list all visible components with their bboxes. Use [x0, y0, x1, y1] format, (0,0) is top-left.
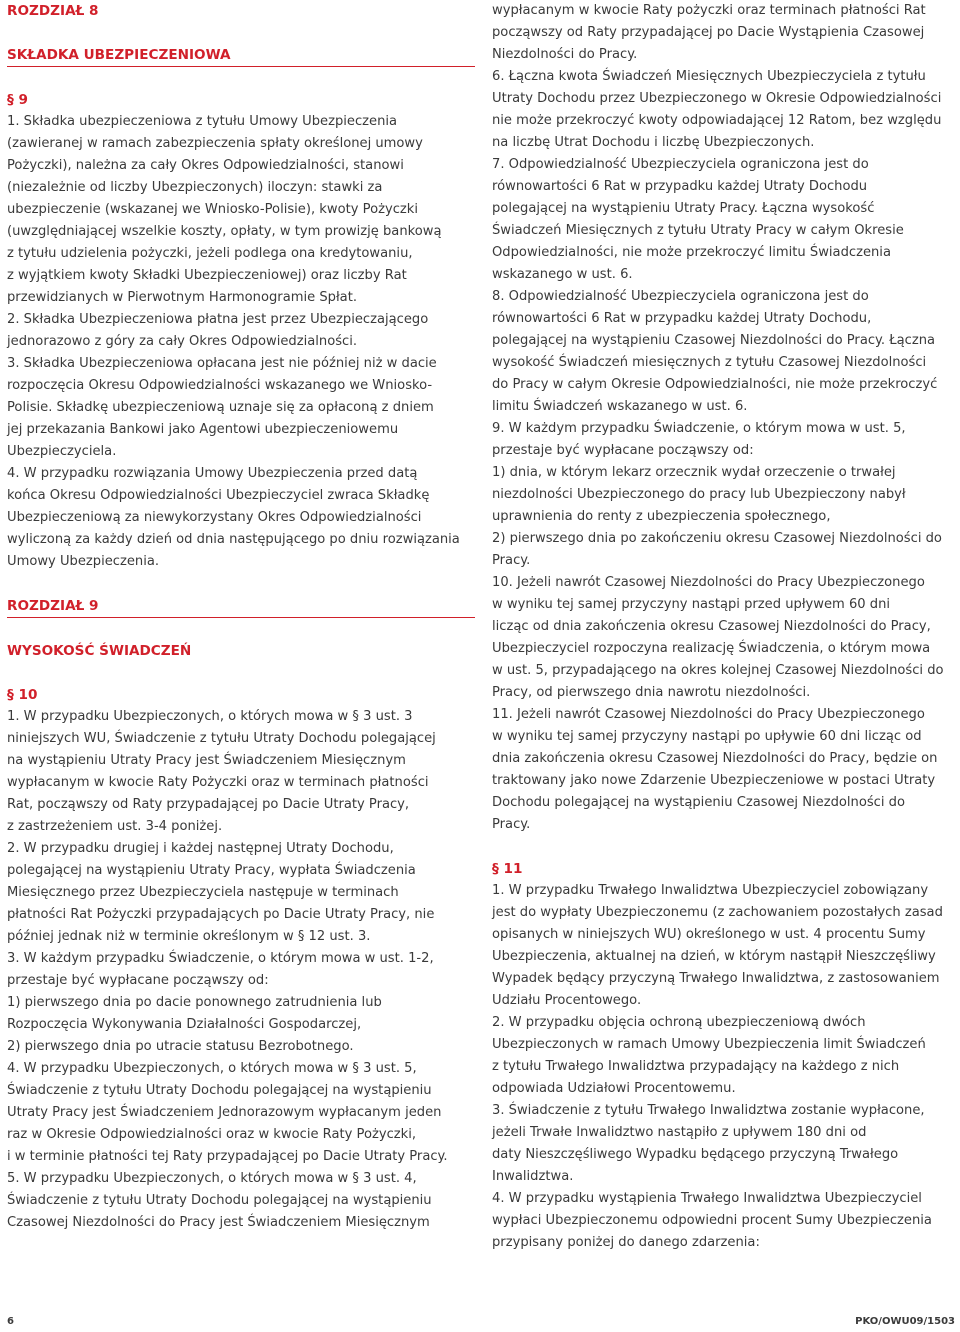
section-11-text: 1. W przypadku Trwałego Inwalidztwa Ubezpieczyciel zobowiązany jest do wypłaty Ubezpieczonemu (z zachowaniem pozostałych zasad opisanych w niniejszych WU) określonego w ust. 4 procentu Sumy Ubezpieczenia, aktualnej na dzień, w którym nastąpił Nieszczęśliwy Wypadek będący przyczyną Trwałego Inwalidztwa, z zastosowaniem Udziału Procentowego. 2. W przypadku objęcia ochroną ubezpieczeniową dwóch Ubezpieczonych w ramach Umowy Ubezpieczenia limit Świadczeń z tytułu Trwałego Inwalidztwa przypadający na każdego z nich odpowiada Udziałowi Procentowemu. 3. Świadczenie z tytułu Trwałego Inwalidztwa zostanie wypłacone, jeżeli Trwałe Inwalidztwo nastąpiło z upływem 180 dni od daty Nieszczęśliwego Wypadku będącego przyczyną Trwałego Inwalidztwa. 4. W przypadku wystąpienia Trwałego Inwalidztwa Ubezpieczyciel wypłaci Ubezpieczonemu odpowiedni procent Sumy Ubezpieczenia przypisany poniżej do danego zdarzenia:: [492, 883, 943, 1250]
chapter-9-title-block: [7, 640, 475, 662]
chapter-8-heading: [7, 0, 475, 67]
section-11-label: § 11: [492, 861, 523, 877]
section-9-text: 1. Składka ubezpieczeniowa z tytułu Umowy Ubezpieczenia (zawieranej w ramach zabezpieczenia spłaty określonej umowy Pożyczki), należna za cały Okres Odpowiedzialności, stanowi (niezależnie od liczby Ubezpieczonych) iloczyn: stawki za ubezpieczenie (wskazanej we Wniosko-Polisie), kwoty Pożyczki (uwzględniającej wszelkie koszty, opłaty, w tym prowizję bankową z tytułu udzielenia pożyczki, jeżeli podlega ona kredytowaniu, z wyjątkiem kwoty Składki Ubezpieczeniowej) oraz liczby Rat przewidzianych w Pierwotnym Harmonogramie Spłat. 2. Składka Ubezpieczeniowa płatna jest przez Ubezpieczającego jednorazowo z góry za cały Okres Odpowiedzialności. 3. Składka Ubezpieczeniowa opłacana jest nie później niż w dacie rozpoczęcia Okresu Odpowiedzialności wskazanego we Wniosko- Polisie. Składkę ubezpieczeniową uznaje się za opłaconą z dniem jej przekazania Bankowi jako Agentowi ubezpieczeniowemu Ubezpieczyciela. 4. W przypadku rozwiązania Umowy Ubezpieczenia przed datą końca Okresu Odpowiedzialności Ubezpieczyciel zwraca Składkę Ubezpieczeniową za niewykorzystany Okres Odpowiedzialności wyliczoną za każdy dzień od dnia następującego po dniu rozwiązania Umowy Ubezpieczenia.: [7, 114, 460, 569]
chapter-9-heading: [7, 595, 475, 618]
section-10-continued-text: wypłacanym w kwocie Raty pożyczki oraz terminach płatności Rat począwszy od Raty przypadającej po Dacie Wystąpienia Czasowej Niezdolności do Pracy. 6. Łączna kwota Świadczeń Miesięcznych Ubezpieczyciela z tytułu Utraty Dochodu przez Ubezpieczonego w Okresie Odpowiedzialności nie może przekroczyć kwoty odpowiadającej 12 Ratom, bez względu na liczbę Utrat Dochodu i liczbę Ubezpieczonych. 7. Odpowiedzialność Ubezpieczyciela ograniczona jest do równowartości 6 Rat w przypadku każdej Utraty Dochodu polegającej na wystąpieniu Utraty Pracy. Łączna wysokość Świadczeń Miesięcznych z tytułu Utraty Pracy w całym Okresie Odpowiedzialności, nie może przekroczyć limitu Świadczenia wskazanego w ust. 6. 8. Odpowiedzialność Ubezpieczyciela ograniczona jest do równowartości 6 Rat w przypadku każdej Utraty Dochodu, polegającej na wystąpieniu Czasowej Niezdolności do Pracy. Łączna wysokość Świadczeń miesięcznych z tytułu Czasowej Niezdolności do Pracy w całym Okresie Odpowiedzialności, nie może przekroczyć limitu Świadczeń wskazanego w ust. 6. 9. W każdym przypadku Świadczenie, o którym mowa w ust. 5, przestaje być wypłacane począwszy od: 1) dnia, w którym lekarz orzecznik wydał orzeczenie o trwałej niezdolności Ubezpieczonego do pracy lub Ubezpieczony nabył uprawnienia do renty z ubezpieczenia społecznego, 2) pierwszego dnia po zakończeniu okresu Czasowej Niezdolności do Pracy. 10. Jeżeli nawrót Czasowej Niezdolności do Pracy Ubezpieczonego w wyniku tej samej przyczyny nastąpi przed upływem 60 dni licząc od dnia zakończenia okresu Czasowej Niezdolności do Pracy, Ubezpieczyciel rozpoczyna realizację Świadczenia, o którym mowa w ust. 5, przypadającego na okres kolejnej Czasowej Niezdolności do Pracy, od pierwszego dnia nawrotu niezdolności. 11. Jeżeli nawrót Czasowej Niezdolności do Pracy Ubezpieczonego w wyniku tej samej przyczyny nastąpi po upływie 60 dni licząc od dnia zakończenia okresu Czasowej Niezdolności do Pracy, będzie on traktowany jako nowe Zdarzenie Ubezpieczeniowe w postaci Utraty Dochodu polegającej na wystąpieniu Czasowej Niezdolności do Pracy.: [492, 3, 944, 832]
chapter-8-title: SKŁADKA UBEZPIECZENIOWA: [7, 47, 231, 63]
right-column: [492, 0, 954, 1254]
section-9-label: § 9: [7, 92, 28, 108]
document-code: PKO/OWU09/1503: [855, 1316, 955, 1327]
left-column: [7, 0, 475, 1234]
chapter-8-label: ROZDZIAŁ 8: [7, 3, 99, 19]
section-10-text: 1. W przypadku Ubezpieczonych, o których mowa w § 3 ust. 3 niniejszych WU, Świadczenie z tytułu Utraty Dochodu polegającej na wystąpieniu Utraty Pracy jest Świadczeniem Miesięcznym wypłacanym w kwocie Raty Pożyczki oraz w terminach płatności Rat, począwszy od Raty przypadającej po Dacie Utraty Pracy, z zastrzeżeniem ust. 3-4 poniżej. 2. W przypadku drugiej i każdej następnej Utraty Dochodu, polegającej na wystąpieniu Utraty Pracy, wypłata Świadczenia Miesięcznego przez Ubezpieczyciela następuje w terminach płatności Rat Pożyczki przypadających po Dacie Utraty Pracy, nie później jednak niż w terminie określonym w § 12 ust. 3. 3. W każdym przypadku Świadczenie, o którym mowa w ust. 1-2, przestaje być wypłacane począwszy od: 1) pierwszego dnia po dacie ponownego zatrudnienia lub Rozpoczęcia Wykonywania Działalności Gospodarczej, 2) pierwszego dnia po utracie statusu Bezrobotnego. 4. W przypadku Ubezpieczonych, o których mowa w § 3 ust. 5, Świadczenie z tytułu Utraty Dochodu polegającej na wystąpieniu Utraty Pracy jest Świadczeniem Jednorazowym wypłacanym jeden raz w Okresie Odpowiedzialności oraz w kwocie Raty Pożyczki, i w terminie płatności tej Raty przypadającej po Dacie Utraty Pracy. 5. W przypadku Ubezpieczonych, o których mowa w § 3 ust. 4, Świadczenie z tytułu Utraty Dochodu polegającej na wystąpieniu Czasowej Niezdolności do Pracy jest Świadczeniem Miesięcznym: [7, 709, 448, 1230]
section-10-label: § 10: [7, 687, 38, 703]
chapter-9-label: ROZDZIAŁ 9: [7, 598, 99, 614]
chapter-9-title: WYSOKOŚĆ ŚWIADCZEŃ: [7, 643, 192, 659]
page-number: 6: [7, 1316, 14, 1327]
